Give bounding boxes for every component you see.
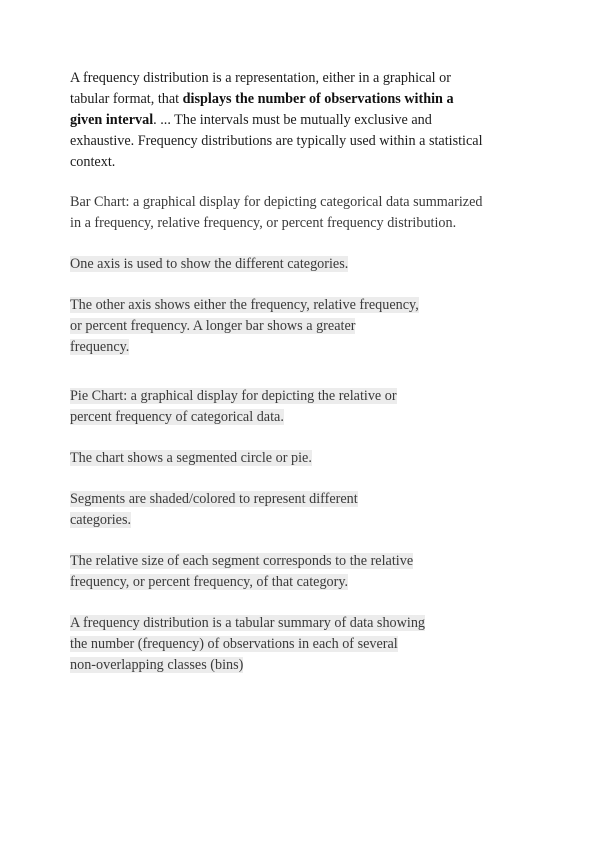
pie-chart-line-1: Pie Chart: a graphical display for depicting the relative or xyxy=(70,388,397,404)
relative-size-line-1: The relative size of each segment corresponds to the relative xyxy=(70,553,414,569)
pie-chart-paragraph xyxy=(70,386,397,428)
bar-chart-line-2: in a frequency, relative frequency, or percent frequency distribution. xyxy=(70,215,457,231)
one-axis-line-1: One axis is used to show the different categories. xyxy=(70,256,349,272)
relative-size-line-2: frequency, or percent frequency, of that category. xyxy=(70,574,349,590)
intro-bold-phrase-1: displays the number of observations within a xyxy=(182,91,454,107)
tabular-summary-paragraph xyxy=(70,613,425,676)
other-axis-paragraph xyxy=(70,295,419,358)
bar-chart-paragraph xyxy=(70,192,482,234)
pie-chart-line-2: percent frequency of categorical data. xyxy=(70,409,284,425)
intro-line-4: exhaustive. Frequency distributions are typically used within a statistical xyxy=(70,133,483,149)
other-axis-line-3: frequency. xyxy=(70,339,130,355)
segmented-line-1: The chart shows a segmented circle or pie. xyxy=(70,450,312,466)
tabular-summary-line-1: A frequency distribution is a tabular summary of data showing xyxy=(70,615,426,631)
segmented-circle-paragraph xyxy=(70,448,312,469)
intro-paragraph xyxy=(70,68,483,173)
other-axis-line-2: or percent frequency. A longer bar shows a greater xyxy=(70,318,356,334)
intro-line-3-post: . ... The intervals must be mutually exclusive and xyxy=(153,112,432,128)
tabular-summary-line-2: the number (frequency) of observations in each of several xyxy=(70,636,398,652)
segments-line-2: categories. xyxy=(70,512,132,528)
tabular-summary-line-3: non-overlapping classes (bins) xyxy=(70,657,244,673)
intro-line-1: A frequency distribution is a representation, either in a graphical or xyxy=(70,70,451,86)
segments-line-1: Segments are shaded/colored to represent different xyxy=(70,491,358,507)
bar-chart-line-1: Bar Chart: a graphical display for depicting categorical data summarized xyxy=(70,194,483,210)
one-axis-paragraph xyxy=(70,254,348,275)
relative-size-paragraph xyxy=(70,551,413,593)
intro-line-2-pre: tabular format, that xyxy=(70,91,183,107)
segments-shaded-paragraph xyxy=(70,489,358,531)
intro-line-5: context. xyxy=(70,154,116,170)
intro-bold-phrase-2: given interval xyxy=(70,112,154,128)
other-axis-line-1: The other axis shows either the frequency, relative frequency, xyxy=(70,297,419,313)
